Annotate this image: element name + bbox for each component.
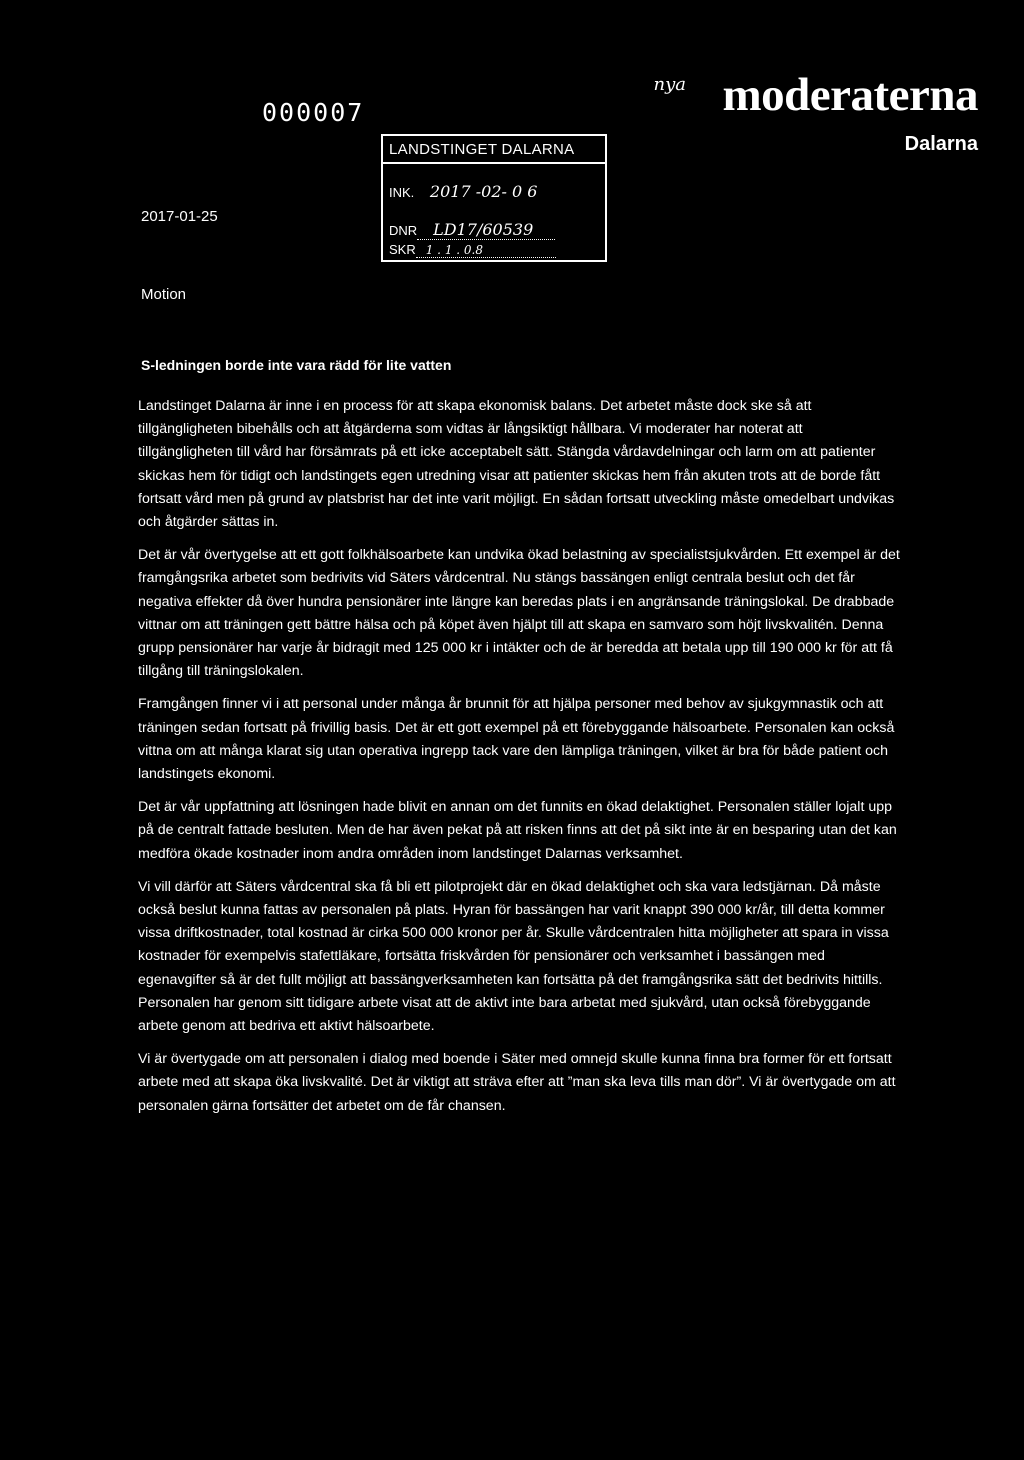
motion-title: S-ledningen borde inte vara rädd för lite vatten [141,357,452,373]
stamp-ink-label: INK. [389,185,415,200]
document-type: Motion [141,286,187,303]
body-paragraph: Vi vill därför att Säters vårdcentral ska få bli ett pilotprojekt där en ökad delaktighet och ska vara ledstjärnan. Då måste också beslut kunna fattas av personalen på plats. Hyran för bassängen har varit knappt 390 000 kr/år, till detta kommer vissa driftkostnader, total kostnad är cirka 500 000 kronor per år. Skulle vårdcentralen hitta möjligheter att spara in vissa kostnader för exempelvis stafettläkare, fortsätta friskvården för pensionärer och verksamhet i bassängen med egenavgifter så är det fullt möjligt att bassängverksamheten kan fortsätta på det framgångsrika sätt det bedrivits hittills. Personalen har genom sitt tidigare arbete visat att de aktivt inte bara arbetat med sjukvård, utan också förebyggande arbete genom att bedriva ett aktivt hälsoarbete. [138,878,889,1035]
document-number: 000007 [262,98,365,127]
party-logo [653,69,978,156]
document-date: 2017-01-25 [141,208,218,225]
stamp-dnr-row [389,220,555,240]
received-stamp [381,134,607,262]
logo-region: Dalarna [904,133,978,155]
motion-body [138,395,900,1128]
logo-prefix: nya [653,74,686,95]
body-paragraph: Landstinget Dalarna är inne i en process för att skapa ekonomisk balans. Det arbetet måste dock ske så att tillgängligheten bibehålls och att åtgärderna som vidtas är långsiktigt hållbara. Vi moderater har noterat att tillgängligheten till vård har försämrats på ett icke acceptabelt sätt. Stängda vårdavdelningar och larm om att patienter skickas hem för tidigt och landstingets egen utredning visar att patienter skickas hem från akuten trots att de borde fått fortsatt vård men på grund av platsbrist har det inte varit möjligt. En sådan fortsatt utveckling måste omedelbart undvikas och åtgärder sättas in. [138,398,895,531]
stamp-ink-value: 2017 -02- 0 6 [429,182,538,201]
body-paragraph: Det är vår övertygelse att ett gott folkhälsoarbete kan undvika ökad belastning av specialistsjukvården. Ett exempel är det framgångsrika arbetet som bedrivits vid Säters vårdcentral. Nu stängs bassängen enligt centrala beslut och det får negativa effekter då över hundra pensionärer inte längre kan beredas plats i en angränsande träningslokal. De drabbade vittnar om att träningen gett bättre hälsa och på köpet även hjälpt till att skapa en samvaro som höjt livskvalitén. Denna grupp pensionärer har varje år bidragit med 125 000 kr i intäkter och de är beredda att betala upp till 190 000 kr för att få tillgång till träningslokalen. [138,547,900,680]
stamp-skr-row [389,242,556,258]
logo-name: moderaterna [722,69,978,121]
body-paragraph: Framgången finner vi i att personal under många år brunnit för att hjälpa personer med behov av sjukgymnastik och att träningen sedan fortsatt på frivillig basis. Det är ett gott exempel på ett förebyggande hälsoarbete. Personalen kan också vittna om att många klarat sig utan operativa ingrepp tack vare den lämpliga träningen, vilket är bra för både patient och landstingets ekonomi. [138,696,895,783]
stamp-dnr-label: DNR [389,223,418,238]
stamp-title: LANDSTINGET DALARNA [383,136,605,164]
stamp-ink-row [389,182,537,201]
stamp-dnr-value: LD17/60539 [433,220,534,239]
body-paragraph: Vi är övertygade om att personalen i dialog med boende i Säter med omnejd skulle kunna finna bra former för ett fortsatt arbete med att skapa öka livskvalité. Det är viktigt att sträva efter att ”man ska leva tills man dör”. Vi är övertygade om att personalen gärna fortsätter det arbetet om de får chansen. [138,1051,896,1114]
body-paragraph: Det är vår uppfattning att lösningen hade blivit en annan om det funnits en ökad delaktighet. Personalen ställer lojalt upp på de centralt fattade besluten. Men de har även pekat på att risken finns att det på sikt inte är en besparing utan det kan medföra ökade kostnader inom andra områden inom landstinget Dalarnas verksamhet. [138,799,897,862]
stamp-skr-label: SKR [389,242,416,257]
stamp-skr-value: 1 . 1 . 0.8 [425,243,483,257]
